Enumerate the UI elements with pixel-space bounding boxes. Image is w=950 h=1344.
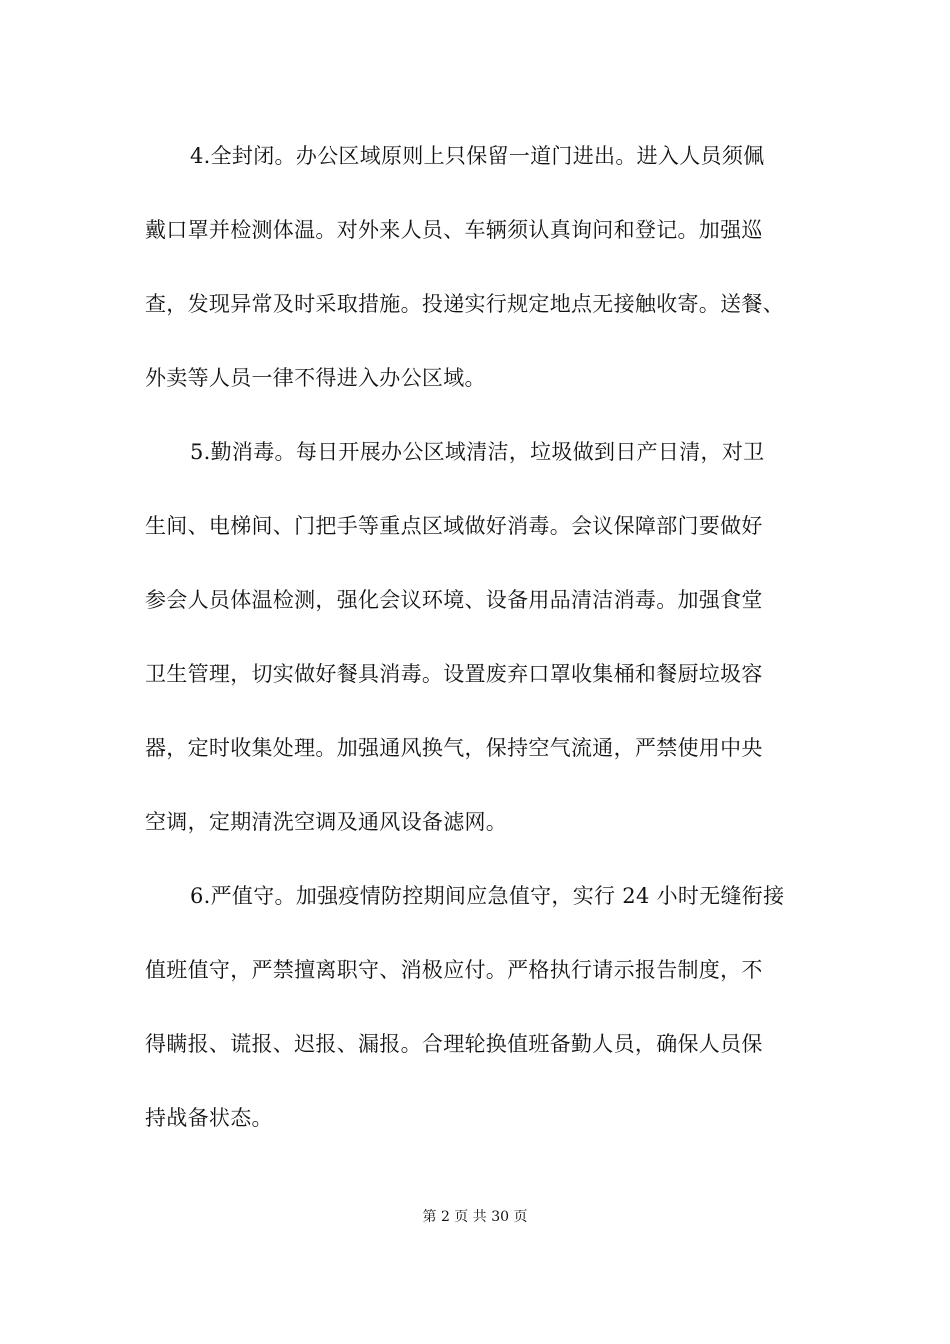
paragraph-5-line-5: 器，定时收集处理。加强通风换气，保持空气流通，严禁使用中央 — [145, 736, 763, 760]
paragraph-6-line-2: 值班值守，严禁擅离职守、消极应付。严格执行请示报告制度，不 — [145, 958, 763, 982]
paragraph-6-line-4: 持战备状态。 — [145, 1106, 273, 1130]
paragraph-5-line-2: 生间、电梯间、门把手等重点区域做好消毒。会议保障部门要做好 — [145, 514, 763, 538]
paragraph-4-line-4: 外卖等人员一律不得进入办公区域。 — [145, 366, 486, 390]
paragraph-4-line-3: 查，发现异常及时采取措施。投递实行规定地点无接触收寄。送餐、 — [145, 292, 784, 316]
paragraph-5-line-6: 空调，定期清洗空调及通风设备滤网。 — [145, 810, 508, 834]
paragraph-6-line-1: 6.严值守。加强疫情防控期间应急值守，实行 24 小时无缝衔接 — [190, 884, 785, 908]
paragraph-4-line-2: 戴口罩并检测体温。对外来人员、车辆须认真询问和登记。加强巡 — [145, 218, 763, 242]
paragraph-5-line-3: 参会人员体温检测，强化会议环境、设备用品清洁消毒。加强食堂 — [145, 588, 763, 612]
paragraph-4-line-1: 4.全封闭。办公区域原则上只保留一道门进出。进入人员须佩 — [190, 144, 765, 168]
page-number-footer: 第 2 页 共 30 页 — [422, 1209, 528, 1225]
paragraph-6-line-3: 得瞒报、谎报、迟报、漏报。合理轮换值班备勤人员，确保人员保 — [145, 1032, 763, 1056]
paragraph-5-line-1: 5.勤消毒。每日开展办公区域清洁，垃圾做到日产日清，对卫 — [190, 440, 765, 464]
paragraph-5-line-4: 卫生管理，切实做好餐具消毒。设置废弃口罩收集桶和餐厨垃圾容 — [145, 662, 763, 686]
